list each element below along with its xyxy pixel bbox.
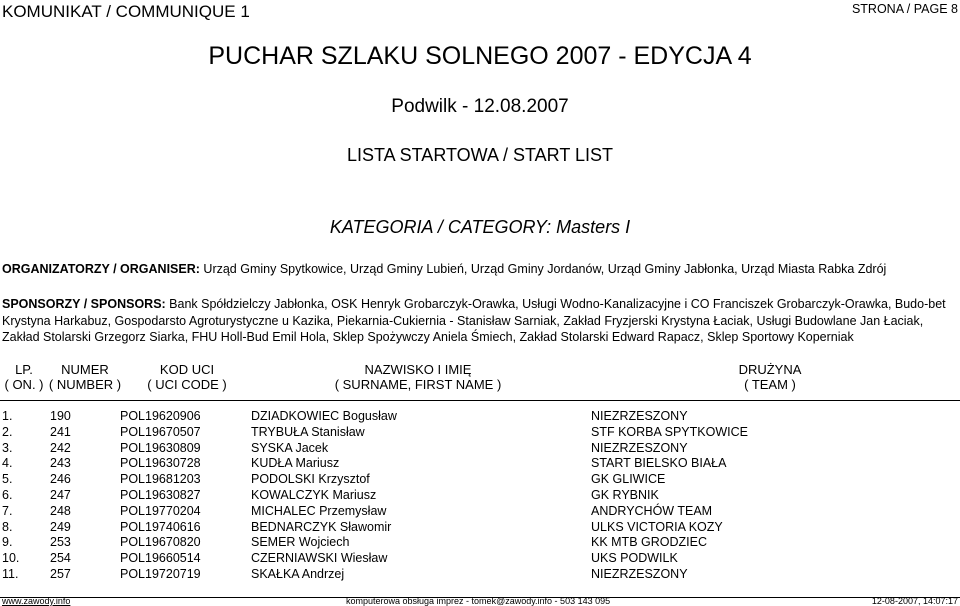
rider-name: BEDNARCZYK Sławomir [251,519,392,534]
column-header-number-en: ( NUMBER ) [48,377,122,392]
rider-position: 10. [2,551,20,566]
rider-team: ULKS VICTORIA KOZY [591,519,723,534]
organiser-label: ORGANIZATORZY / ORGANISER: [2,262,200,276]
rider-position: 4. [2,456,13,471]
table-row [0,488,951,504]
rider-team: NIEZRZESZONY [591,409,688,423]
table-row [0,441,951,457]
rider-number: 246 [50,472,71,487]
column-header-uci-pl: KOD UCI [159,362,215,377]
rider-team: START BIELSKO BIAŁA [591,456,727,471]
rider-number: 241 [50,424,71,439]
column-header-team [720,362,820,392]
rider-uci-code: POL19770204 [120,503,201,518]
rider-number: 243 [50,456,71,471]
rider-uci-code: POL19670820 [120,535,201,550]
column-header-lp-en: ( ON. ) [4,377,44,392]
rider-team: GK RYBNIK [591,487,659,502]
column-header-team-en: ( TEAM ) [744,377,796,392]
column-header-name-en: ( SURNAME, FIRST NAME ) [334,377,502,392]
table-row [0,520,951,536]
column-header-number-pl: NUMER [61,362,109,377]
table-row [0,425,951,441]
rider-uci-code: POL19660514 [120,551,201,566]
sponsors-block [2,296,958,346]
organiser-text: Urząd Gminy Spytkowice, Urząd Gminy Lubień, Urząd Gminy Jordanów, Urząd Gminy Jabłonka, Urząd Miasta Rabka Zdrój [199,262,887,276]
rider-uci-code: POL19681203 [120,472,201,487]
column-header-number [44,362,126,392]
rider-number: 190 [50,409,71,423]
rider-team: NIEZRZESZONY [591,566,688,581]
sponsors-label: SPONSORZY / SPONSORS: [2,297,166,311]
table-row [0,567,951,583]
column-header-uci [140,362,234,392]
footer-service: komputerowa obsługa imprez - tomek@zawody.info - 503 143 095 [346,596,611,606]
rider-name: SKAŁKA Andrzej [251,566,345,581]
rider-name: KOWALCZYK Mariusz [251,487,377,502]
rider-name: SYSKA Jacek [251,440,329,455]
rider-uci-code: POL19630827 [120,487,201,502]
table-row [0,551,951,567]
rider-position: 5. [2,472,13,487]
column-header-lp [2,362,46,392]
organiser-line [2,262,886,276]
rider-team: ANDRYCHÓW TEAM [591,503,713,518]
rider-position: 11. [2,566,19,581]
table-row [0,456,951,472]
rider-team: NIEZRZESZONY [591,440,688,455]
rider-number: 254 [50,551,71,566]
rider-name: PODOLSKI Krzysztof [251,472,370,487]
header-divider [0,400,960,401]
venue-date: Podwilk - 12.08.2007 [391,96,569,117]
rider-number: 242 [50,440,71,455]
rider-name: SEMER Wojciech [251,535,350,550]
page-title: PUCHAR SZLAKU SOLNEGO 2007 - EDYCJA 4 [208,42,752,70]
column-header-name-pl: NAZWISKO I IMIĘ [364,362,472,377]
rider-number: 253 [50,535,71,550]
rider-team: KK MTB GRODZIEC [591,535,707,550]
column-header-uci-en: ( UCI CODE ) [147,377,227,392]
start-list-body [0,409,951,583]
start-list-table [0,409,951,583]
rider-uci-code: POL19670507 [120,424,201,439]
list-name: LISTA STARTOWA / START LIST [346,145,614,165]
column-header-team-pl: DRUŻYNA [738,362,802,377]
rider-uci-code: POL19620906 [120,409,201,423]
rider-name: MICHALEC Przemysław [251,503,387,518]
rider-position: 8. [2,519,13,534]
rider-name: TRYBUŁA Stanisław [251,424,365,439]
rider-name: DZIADKOWIEC Bogusław [251,409,397,423]
rider-number: 257 [50,566,71,581]
footer-timestamp: 12-08-2007, 14:07:17 [871,596,958,606]
rider-position: 1. [2,409,13,423]
page-number: STRONA / PAGE 8 [851,2,958,16]
rider-team: UKS PODWILK [591,551,678,566]
rider-position: 3. [2,440,13,455]
rider-uci-code: POL19740616 [120,519,201,534]
rider-number: 248 [50,503,71,518]
column-header-name [318,362,518,392]
rider-name: KUDŁA Mariusz [251,456,340,471]
footer-site[interactable]: www.zawody.info [2,596,71,606]
table-row [0,472,951,488]
rider-position: 7. [2,503,13,518]
category-title: KATEGORIA / CATEGORY: Masters I [329,217,631,237]
rider-position: 2. [2,424,13,439]
rider-uci-code: POL19630809 [120,440,201,455]
sponsors-text: Bank Spółdzielczy Jabłonka, OSK Henryk Grobarczyk-Orawka, Usługi Wodno-Kanalizacyjne i CO Franciszek Grobarczyk-Orawka, Budo-bet Krystyna Harkabuz, Gospodarsto Agroturystyczne u Kazika, Piekarnia-Cukiernia - Stanisław Sarniak, Zakład Fryzjerski Krystyna Łaciak, Usługi Budowlane Jan Łaciak, Zakład Stolarski Grzegorz Siarka, FHU Holl-Bud Emil Hola, Sklep Spożywczy Aniela Śmiech, Zakład Stolarski Edward Rapacz, Sklep Sportowy Koperniak [2,297,946,344]
column-header-lp-pl: LP. [15,362,33,377]
communique-label: KOMUNIKAT / COMMUNIQUE 1 [2,2,250,21]
rider-number: 247 [50,487,71,502]
rider-position: 6. [2,487,13,502]
rider-uci-code: POL19630728 [120,456,201,471]
rider-team: STF KORBA SPYTKOWICE [591,424,748,439]
table-row [0,504,951,520]
rider-number: 249 [50,519,71,534]
rider-position: 9. [2,535,13,550]
rider-team: GK GLIWICE [591,472,666,487]
rider-name: CZERNIAWSKI Wiesław [251,551,388,566]
table-row [0,409,951,425]
table-row [0,535,951,551]
rider-uci-code: POL19720719 [120,566,201,581]
